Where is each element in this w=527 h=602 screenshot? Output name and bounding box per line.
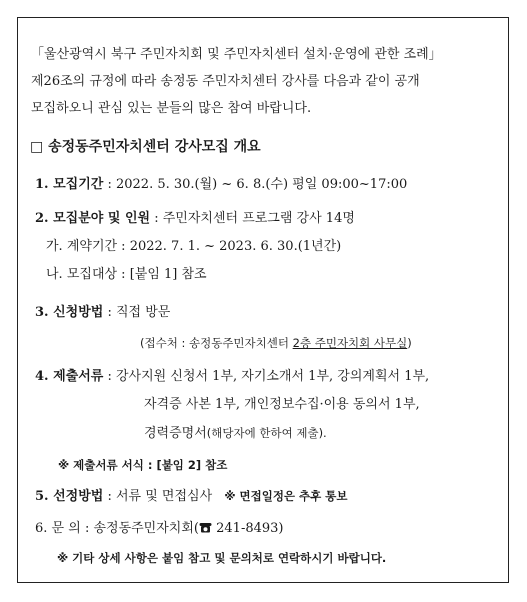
reception-suffix: ) bbox=[407, 336, 412, 350]
item-inquiry bbox=[35, 520, 284, 539]
intro-line-2: 제26조의 규정에 따라 송정동 주민자치센터 강사를 다음과 같이 공개 bbox=[31, 74, 420, 89]
docs-label: 4. 제출서류 bbox=[35, 369, 104, 384]
reception-prefix: (접수처 : 송정동주민자치센터 bbox=[140, 336, 293, 350]
docs-line-1: : 강사지원 신청서 1부, 자기소개서 1부, 강의계획서 1부, bbox=[107, 369, 430, 384]
form-note: ※ 제출서류 서식 : [붙임 2] 참조 bbox=[58, 458, 228, 472]
method-label: 3. 신청방법 bbox=[35, 305, 104, 320]
selection-value: : 서류 및 면접심사 bbox=[107, 489, 213, 504]
docs-line-2: 자격증 사본 1부, 개인정보수집·이용 동의서 1부, bbox=[144, 397, 420, 412]
docs-line-3-note: (해당자에 한하여 제출). bbox=[206, 426, 327, 440]
field-label: 2. 모집분야 및 인원 bbox=[35, 211, 151, 226]
field-value: : 주민자치센터 프로그램 강사 14명 bbox=[154, 211, 355, 226]
reception-note bbox=[140, 334, 412, 352]
inquiry-value: : 송정동주민자치회( bbox=[84, 521, 199, 536]
intro-line-3: 모집하오니 관심 있는 분들의 많은 참여 바랍니다. bbox=[31, 101, 312, 116]
item-docs bbox=[35, 368, 429, 386]
item-contract: 가. 계약기간 : 2022. 7. 1. ~ 2023. 6. 30.(1년간) bbox=[46, 239, 342, 254]
section-heading: □ 송정동주민자치센터 강사모집 개요 bbox=[30, 139, 261, 155]
footer-note: ※ 기타 상세 사항은 붙임 참고 및 문의처로 연락하시기 바랍니다. bbox=[57, 551, 387, 565]
inquiry-label: 6. 문 의 bbox=[35, 521, 81, 536]
docs-line-3-main: 경력증명서 bbox=[144, 426, 207, 441]
item-selection bbox=[35, 487, 347, 506]
item-field bbox=[35, 210, 355, 228]
selection-label: 5. 선정방법 bbox=[35, 489, 104, 504]
intro-line-1: 「울산광역시 북구 주민자치회 및 주민자치센터 설치·운영에 관한 조례」 bbox=[31, 47, 442, 62]
period-value: : 2022. 5. 30.(월) ~ 6. 8.(수) 평일 09:00~17:00 bbox=[107, 177, 408, 192]
method-value: : 직접 방문 bbox=[107, 305, 171, 320]
item-target: 나. 모집대상 : [붙임 1] 참조 bbox=[46, 267, 207, 282]
reception-place: 2층 주민자치회 사무실 bbox=[292, 336, 408, 350]
docs-line-3 bbox=[144, 424, 327, 443]
phone-icon bbox=[199, 521, 212, 539]
inquiry-phone: 241-8493) bbox=[212, 521, 284, 536]
selection-note: ※ 면접일정은 추후 통보 bbox=[224, 489, 348, 503]
item-method bbox=[35, 304, 170, 322]
period-label: 1. 모집기간 bbox=[35, 177, 104, 192]
item-period bbox=[35, 176, 407, 194]
